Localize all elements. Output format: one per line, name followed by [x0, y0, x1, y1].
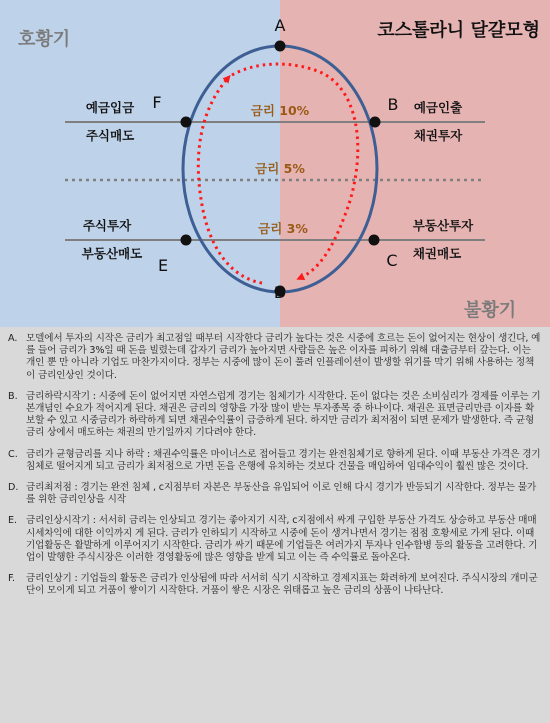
note-letter: F.	[8, 573, 16, 585]
note-letter: B.	[8, 390, 18, 402]
action-f-deposit: 예금입금	[85, 100, 135, 115]
note-text: 금리인상기 : 기업들의 활동은 금리가 인상됨에 따라 서서히 식기 시작하고 경제지표는 화려하게 보여진다. 주식시장의 개미군단이 모이게 되고 거품이 쌓이기 시작한다. 거품이 쌓은 시장은 위태롭고 높은 금리의 상품이 나타난다.	[26, 573, 538, 597]
note-a	[8, 333, 542, 382]
action-e-estate-sell: 부동산매도	[81, 246, 143, 261]
note-b	[8, 391, 542, 440]
note-c	[8, 449, 542, 473]
point-a-dot	[275, 41, 286, 52]
note-letter: D.	[8, 482, 19, 494]
rate-label-top: 금리 10%	[250, 103, 310, 118]
note-letter: C.	[8, 448, 18, 460]
note-text: 금리하락시작기 : 시중에 돈이 없어지면 자연스럽게 경기는 침체기가 시작한다. 돈이 없다는 것은 소비심리가 경제를 이루는 기본개념인 수요가 적어지게 된다. 채권은 금리의 영향을 가장 많이 받는 투자종목 중 하나이다. 채권은 표면금리만큼 이자를 확보할 수 있고 시중금리가 하락하게 되면 채권수익률이 급증하게 된다. 하지만 금리가 최저점이 되면 문제가 발생한다. 즉 균형금리 상에서 매도하는 채권의 만기일까지 기다려야 한다.	[26, 390, 541, 439]
point-c-label: C	[386, 251, 398, 270]
note-text: 금리인상시작기 : 서서히 금리는 인상되고 경기는 좋아지기 시작, c지점에서 싸게 구입한 부동산 가격도 상승하고 부동산 매매시세차익에 대한 이익까지 게 된다. 금리가 인하되기 시작하고 시중에 돈이 생겨나면서 경기는 점점 호황세로 가게 된다. 이때 기업활동은 활발하게 이루어지기 시작한다. 금리가 싸기 때문에 기업들은 여러가지 투자나 인수합병 등의 활동을 고려한다. 기업이 발행한 주식시장은 이러한 경영활동에 많은 영향을 받게 되고 이는 즉 수익률로 돌아온다.	[26, 515, 538, 564]
point-f-dot	[181, 117, 192, 128]
point-a-label: A	[274, 16, 286, 35]
note-e	[8, 515, 542, 564]
rate-label-low: 금리 3%	[258, 221, 308, 236]
point-d-label: D	[273, 283, 287, 302]
rate-label-mid: 금리 5%	[255, 161, 305, 176]
explanation-notes	[0, 327, 550, 723]
action-c-bond-sell: 채권매도	[412, 246, 462, 261]
diagram-title: 코스톨라니 달걀모형	[377, 20, 540, 41]
egg-model-diagram	[0, 0, 550, 327]
point-b-label: B	[387, 95, 399, 114]
note-d	[8, 482, 542, 506]
action-c-estate-invest: 부동산투자	[412, 218, 474, 233]
note-letter: E.	[8, 515, 18, 527]
recession-background	[280, 0, 550, 327]
note-text: 금리가 균형금리를 지나 하락 : 채권수익률은 마이너스로 접어들고 경기는 완전침체기로 향하게 된다. 이때 부동산 가격은 경기침체로 떨어지게 되고 금리가 최저점으로 가면 돈을 은행에 유치하는 것보다 건물을 매입하여 임대수익이 훨씬 많은 것이다.	[26, 448, 541, 472]
action-b-bond-invest: 채권투자	[413, 128, 463, 143]
note-text: 모델에서 투자의 시작은 금리가 최고점일 때부터 시작한다 금리가 높다는 것은 시중에 흐르는 돈이 없어지는 현상이 생긴다, 예를 들어 금리가 3%일 때 돈을 빌렸는데 갑자기 금리가 높아지면 사람들은 높은 이자를 피하기 위해 대출금부터 갚는다. 이는 개인 뿐 만 아니라 기업도 마찬가지이다. 정부는 시중에 많이 돈이 풀려 인플레이션이 발생할 위기를 막기 위해 사용하는 정책이 금리인상인 것이다.	[26, 333, 541, 381]
point-e-dot	[181, 235, 192, 246]
point-c-dot	[369, 235, 380, 246]
action-e-stock-invest: 주식투자	[82, 218, 132, 233]
point-e-label: E	[157, 256, 169, 275]
note-f	[8, 573, 542, 597]
boom-label: 호황기	[18, 29, 71, 50]
point-f-label: F	[152, 93, 162, 112]
note-text: 금리최저점 : 경기는 완전 침체 , c지점부터 자본은 부동산을 유입되어 이로 인해 다시 경기가 반등되기 시작한다. 정부는 물가를 위한 금리인상을 시작	[26, 482, 537, 506]
action-b-withdraw: 예금인출	[413, 100, 463, 115]
note-letter: A.	[8, 333, 18, 344]
action-f-stock-sell: 주식매도	[85, 128, 135, 143]
recession-label: 불황기	[464, 300, 517, 321]
point-b-dot	[370, 117, 381, 128]
